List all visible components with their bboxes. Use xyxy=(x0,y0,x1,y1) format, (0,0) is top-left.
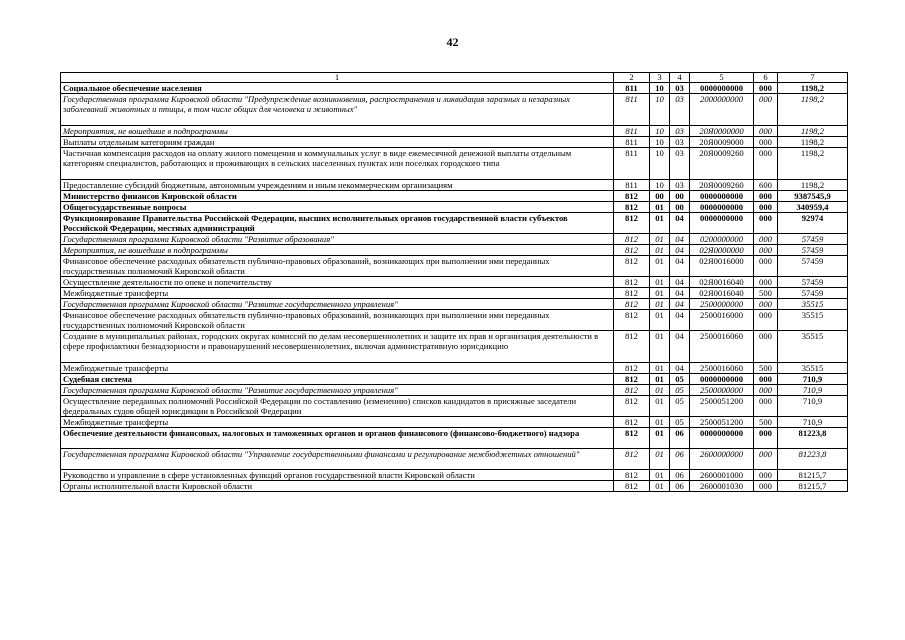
row-admin-code-cell: 812 xyxy=(614,331,650,363)
row-section-cell: 10 xyxy=(650,126,670,137)
row-section-cell: 01 xyxy=(650,363,670,374)
row-admin-code-cell: 811 xyxy=(614,94,650,126)
row-name-cell: Мероприятия, не вошедшие в подпрограммы xyxy=(61,245,614,256)
row-section-cell: 01 xyxy=(650,396,670,417)
column-header: 5 xyxy=(690,73,754,83)
row-amount-cell: 710,9 xyxy=(778,374,848,385)
row-name-cell: Финансовое обеспечение расходных обязательств публично-правовых образований, возникающих при выполнении ими переданных государственных полномочий Кировской области xyxy=(61,256,614,277)
row-admin-code-cell: 812 xyxy=(614,288,650,299)
row-expense-type-cell: 000 xyxy=(754,245,778,256)
column-header: 6 xyxy=(754,73,778,83)
row-subsection-cell: 05 xyxy=(670,374,690,385)
row-subsection-cell: 03 xyxy=(670,83,690,94)
row-section-cell: 01 xyxy=(650,331,670,363)
table-row xyxy=(61,385,848,396)
row-subsection-cell: 04 xyxy=(670,310,690,331)
table-row xyxy=(61,363,848,374)
row-admin-code-cell: 812 xyxy=(614,245,650,256)
row-amount-cell: 1198,2 xyxy=(778,137,848,148)
row-target-article-cell: 0000000000 xyxy=(690,202,754,213)
row-subsection-cell: 00 xyxy=(670,191,690,202)
row-admin-code-cell: 811 xyxy=(614,180,650,191)
row-admin-code-cell: 812 xyxy=(614,481,650,492)
table-row xyxy=(61,202,848,213)
row-expense-type-cell: 000 xyxy=(754,213,778,234)
row-expense-type-cell: 500 xyxy=(754,288,778,299)
table-row xyxy=(61,310,848,331)
row-subsection-cell: 04 xyxy=(670,277,690,288)
table-row xyxy=(61,449,848,470)
row-admin-code-cell: 812 xyxy=(614,449,650,470)
column-header: 3 xyxy=(650,73,670,83)
row-target-article-cell: 20Я0000000 xyxy=(690,126,754,137)
row-admin-code-cell: 811 xyxy=(614,137,650,148)
table-row xyxy=(61,180,848,191)
row-section-cell: 01 xyxy=(650,449,670,470)
row-section-cell: 01 xyxy=(650,481,670,492)
row-expense-type-cell: 600 xyxy=(754,180,778,191)
row-admin-code-cell: 812 xyxy=(614,428,650,449)
row-expense-type-cell: 000 xyxy=(754,277,778,288)
row-subsection-cell: 06 xyxy=(670,449,690,470)
table-row xyxy=(61,245,848,256)
row-name-cell: Межбюджетные трансферты xyxy=(61,417,614,428)
row-expense-type-cell: 000 xyxy=(754,148,778,180)
row-amount-cell: 35515 xyxy=(778,331,848,363)
row-expense-type-cell: 500 xyxy=(754,417,778,428)
row-name-cell: Государственная программа Кировской области "Предупреждение возникновения, распространения и ликвидация заразных и незаразных заболеваний животных и птицы, в том числе общих для человека и животных" xyxy=(61,94,614,126)
row-target-article-cell: 20Я0009260 xyxy=(690,180,754,191)
row-name-cell: Межбюджетные трансферты xyxy=(61,363,614,374)
row-admin-code-cell: 812 xyxy=(614,202,650,213)
row-admin-code-cell: 811 xyxy=(614,83,650,94)
row-expense-type-cell: 000 xyxy=(754,94,778,126)
row-amount-cell: 1198,2 xyxy=(778,94,848,126)
row-expense-type-cell: 000 xyxy=(754,374,778,385)
row-subsection-cell: 04 xyxy=(670,299,690,310)
table-row xyxy=(61,137,848,148)
row-name-cell: Финансовое обеспечение расходных обязательств публично-правовых образований, возникающих при выполнении ими переданных государственных полномочий Кировской области xyxy=(61,310,614,331)
row-subsection-cell: 03 xyxy=(670,180,690,191)
row-target-article-cell: 2500016060 xyxy=(690,363,754,374)
row-name-cell: Социальное обеспечение населения xyxy=(61,83,614,94)
row-amount-cell: 1198,2 xyxy=(778,126,848,137)
row-admin-code-cell: 812 xyxy=(614,417,650,428)
row-target-article-cell: 0200000000 xyxy=(690,234,754,245)
row-expense-type-cell: 000 xyxy=(754,470,778,481)
row-name-cell: Министерство финансов Кировской области xyxy=(61,191,614,202)
row-subsection-cell: 06 xyxy=(670,481,690,492)
row-admin-code-cell: 812 xyxy=(614,363,650,374)
table-row xyxy=(61,470,848,481)
table-row xyxy=(61,191,848,202)
row-section-cell: 10 xyxy=(650,83,670,94)
row-amount-cell: 340959,4 xyxy=(778,202,848,213)
table-row xyxy=(61,83,848,94)
table-row xyxy=(61,148,848,180)
row-admin-code-cell: 812 xyxy=(614,385,650,396)
row-expense-type-cell: 000 xyxy=(754,202,778,213)
row-admin-code-cell: 812 xyxy=(614,470,650,481)
row-admin-code-cell: 811 xyxy=(614,148,650,180)
row-admin-code-cell: 812 xyxy=(614,374,650,385)
column-header: 4 xyxy=(670,73,690,83)
table-row xyxy=(61,288,848,299)
page-number: 42 xyxy=(446,35,459,49)
row-admin-code-cell: 812 xyxy=(614,396,650,417)
row-name-cell: Функционирование Правительства Российской Федерации, высших исполнительных органов государственной власти субъектов Российской Федерации, местных администраций xyxy=(61,213,614,234)
row-name-cell: Руководство и управление в сфере установленных функций органов государственной власти Кировской области xyxy=(61,470,614,481)
row-target-article-cell: 2500000000 xyxy=(690,299,754,310)
row-expense-type-cell: 000 xyxy=(754,396,778,417)
row-target-article-cell: 2600000000 xyxy=(690,449,754,470)
row-admin-code-cell: 812 xyxy=(614,191,650,202)
row-name-cell: Органы исполнительной власти Кировской области xyxy=(61,481,614,492)
row-section-cell: 01 xyxy=(650,299,670,310)
row-amount-cell: 81223,8 xyxy=(778,428,848,449)
row-amount-cell: 9387545,9 xyxy=(778,191,848,202)
row-target-article-cell: 0000000000 xyxy=(690,191,754,202)
table-row xyxy=(61,213,848,234)
row-admin-code-cell: 812 xyxy=(614,234,650,245)
row-name-cell: Государственная программа Кировской области "Развитие образования" xyxy=(61,234,614,245)
row-section-cell: 01 xyxy=(650,277,670,288)
table-row xyxy=(61,94,848,126)
row-expense-type-cell: 000 xyxy=(754,256,778,277)
row-subsection-cell: 04 xyxy=(670,363,690,374)
row-target-article-cell: 2500000000 xyxy=(690,385,754,396)
row-expense-type-cell: 000 xyxy=(754,449,778,470)
column-header: 7 xyxy=(778,73,848,83)
row-subsection-cell: 03 xyxy=(670,94,690,126)
column-header: 1 xyxy=(61,73,614,83)
row-section-cell: 01 xyxy=(650,374,670,385)
row-target-article-cell: 02Я0000000 xyxy=(690,245,754,256)
row-subsection-cell: 04 xyxy=(670,256,690,277)
row-target-article-cell: 2600001030 xyxy=(690,481,754,492)
row-subsection-cell: 03 xyxy=(670,126,690,137)
row-subsection-cell: 04 xyxy=(670,245,690,256)
row-admin-code-cell: 812 xyxy=(614,299,650,310)
row-name-cell: Создание в муниципальных районах, городских округах комиссий по делам несовершеннолетних и защите их прав и организация деятельности в сфере профилактики безнадзорности и правонарушений несовершеннолетних, включая административную юрисдикцию xyxy=(61,331,614,363)
row-amount-cell: 57459 xyxy=(778,245,848,256)
row-target-article-cell: 02Я0016000 xyxy=(690,256,754,277)
row-section-cell: 01 xyxy=(650,256,670,277)
row-amount-cell: 35515 xyxy=(778,363,848,374)
row-expense-type-cell: 000 xyxy=(754,137,778,148)
row-section-cell: 01 xyxy=(650,310,670,331)
row-target-article-cell: 2500016060 xyxy=(690,331,754,363)
row-amount-cell: 710,9 xyxy=(778,417,848,428)
row-name-cell: Судебная система xyxy=(61,374,614,385)
row-subsection-cell: 00 xyxy=(670,202,690,213)
row-expense-type-cell: 000 xyxy=(754,191,778,202)
row-target-article-cell: 02Я0016040 xyxy=(690,288,754,299)
row-section-cell: 10 xyxy=(650,94,670,126)
row-section-cell: 01 xyxy=(650,213,670,234)
row-section-cell: 10 xyxy=(650,148,670,180)
row-target-article-cell: 2000000000 xyxy=(690,94,754,126)
row-target-article-cell: 0000000000 xyxy=(690,428,754,449)
row-subsection-cell: 05 xyxy=(670,417,690,428)
row-expense-type-cell: 000 xyxy=(754,126,778,137)
row-name-cell: Государственная программа Кировской области "Развитие государственного управления" xyxy=(61,385,614,396)
row-expense-type-cell: 000 xyxy=(754,385,778,396)
row-subsection-cell: 04 xyxy=(670,331,690,363)
row-subsection-cell: 04 xyxy=(670,234,690,245)
row-section-cell: 01 xyxy=(650,245,670,256)
row-section-cell: 01 xyxy=(650,428,670,449)
row-name-cell: Обеспечение деятельности финансовых, налоговых и таможенных органов и органов финансового (финансово-бюджетного) надзора xyxy=(61,428,614,449)
row-amount-cell: 57459 xyxy=(778,277,848,288)
row-target-article-cell: 0000000000 xyxy=(690,83,754,94)
row-amount-cell: 1198,2 xyxy=(778,83,848,94)
row-name-cell: Общегосударственные вопросы xyxy=(61,202,614,213)
row-name-cell: Предоставление субсидий бюджетным, автономным учреждениям и иным некоммерческим организациям xyxy=(61,180,614,191)
table-row xyxy=(61,396,848,417)
row-amount-cell: 57459 xyxy=(778,234,848,245)
row-expense-type-cell: 000 xyxy=(754,299,778,310)
row-name-cell: Осуществление переданных полномочий Российской Федерации по составлению (изменению) списков кандидатов в присяжные заседатели федеральных судов общей юрисдикции в Российской Федерации xyxy=(61,396,614,417)
row-name-cell: Осуществление деятельности по опеке и попечительству xyxy=(61,277,614,288)
row-subsection-cell: 05 xyxy=(670,396,690,417)
table-row xyxy=(61,331,848,363)
table-row xyxy=(61,277,848,288)
row-amount-cell: 81215,7 xyxy=(778,481,848,492)
row-target-article-cell: 2600001000 xyxy=(690,470,754,481)
row-subsection-cell: 03 xyxy=(670,137,690,148)
row-name-cell: Частичная компенсация расходов на оплату жилого помещения и коммунальных услуг в виде ежемесячной денежной выплаты отдельным категориям специалистов, работающих и проживающих в сельских населенных пунктах или поселках городского типа xyxy=(61,148,614,180)
table-row xyxy=(61,417,848,428)
row-amount-cell: 35515 xyxy=(778,299,848,310)
row-expense-type-cell: 500 xyxy=(754,363,778,374)
row-subsection-cell: 06 xyxy=(670,470,690,481)
row-name-cell: Государственная программа Кировской области "Развитие государственного управления" xyxy=(61,299,614,310)
row-expense-type-cell: 000 xyxy=(754,83,778,94)
row-amount-cell: 81215,7 xyxy=(778,470,848,481)
budget-table xyxy=(60,72,848,492)
row-target-article-cell: 2500051200 xyxy=(690,417,754,428)
table-row xyxy=(61,299,848,310)
row-amount-cell: 57459 xyxy=(778,256,848,277)
row-expense-type-cell: 000 xyxy=(754,310,778,331)
row-target-article-cell: 2500051200 xyxy=(690,396,754,417)
row-subsection-cell: 04 xyxy=(670,288,690,299)
row-target-article-cell: 2500016000 xyxy=(690,310,754,331)
row-admin-code-cell: 812 xyxy=(614,213,650,234)
row-expense-type-cell: 000 xyxy=(754,331,778,363)
row-admin-code-cell: 812 xyxy=(614,310,650,331)
row-amount-cell: 710,9 xyxy=(778,385,848,396)
row-expense-type-cell: 000 xyxy=(754,428,778,449)
row-admin-code-cell: 811 xyxy=(614,126,650,137)
row-amount-cell: 1198,2 xyxy=(778,148,848,180)
row-section-cell: 01 xyxy=(650,417,670,428)
row-section-cell: 01 xyxy=(650,234,670,245)
row-subsection-cell: 05 xyxy=(670,385,690,396)
row-target-article-cell: 0000000000 xyxy=(690,374,754,385)
table-row xyxy=(61,428,848,449)
row-name-cell: Государственная программа Кировской области "Управление государственными финансами и регулирование межбюджетных отношений" xyxy=(61,449,614,470)
row-expense-type-cell: 000 xyxy=(754,481,778,492)
row-name-cell: Выплаты отдельным категориям граждан xyxy=(61,137,614,148)
row-amount-cell: 1198,2 xyxy=(778,180,848,191)
row-target-article-cell: 20Я0009000 xyxy=(690,137,754,148)
row-subsection-cell: 04 xyxy=(670,213,690,234)
row-section-cell: 10 xyxy=(650,180,670,191)
row-admin-code-cell: 812 xyxy=(614,277,650,288)
table-row xyxy=(61,256,848,277)
table-row xyxy=(61,234,848,245)
row-admin-code-cell: 812 xyxy=(614,256,650,277)
table-row xyxy=(61,481,848,492)
row-subsection-cell: 03 xyxy=(670,148,690,180)
row-section-cell: 10 xyxy=(650,137,670,148)
row-name-cell: Мероприятия, не вошедшие в подпрограммы xyxy=(61,126,614,137)
row-amount-cell: 81223,8 xyxy=(778,449,848,470)
row-amount-cell: 92974 xyxy=(778,213,848,234)
header-row xyxy=(61,73,848,83)
row-target-article-cell: 20Я0009260 xyxy=(690,148,754,180)
row-subsection-cell: 06 xyxy=(670,428,690,449)
column-header: 2 xyxy=(614,73,650,83)
row-amount-cell: 57459 xyxy=(778,288,848,299)
row-expense-type-cell: 000 xyxy=(754,234,778,245)
row-section-cell: 01 xyxy=(650,202,670,213)
row-name-cell: Межбюджетные трансферты xyxy=(61,288,614,299)
row-target-article-cell: 02Я0016040 xyxy=(690,277,754,288)
row-section-cell: 01 xyxy=(650,470,670,481)
row-section-cell: 00 xyxy=(650,191,670,202)
row-section-cell: 01 xyxy=(650,288,670,299)
row-amount-cell: 35515 xyxy=(778,310,848,331)
row-section-cell: 01 xyxy=(650,385,670,396)
row-target-article-cell: 0000000000 xyxy=(690,213,754,234)
table-row xyxy=(61,374,848,385)
row-amount-cell: 710,9 xyxy=(778,396,848,417)
table-row xyxy=(61,126,848,137)
table-body xyxy=(61,83,848,492)
